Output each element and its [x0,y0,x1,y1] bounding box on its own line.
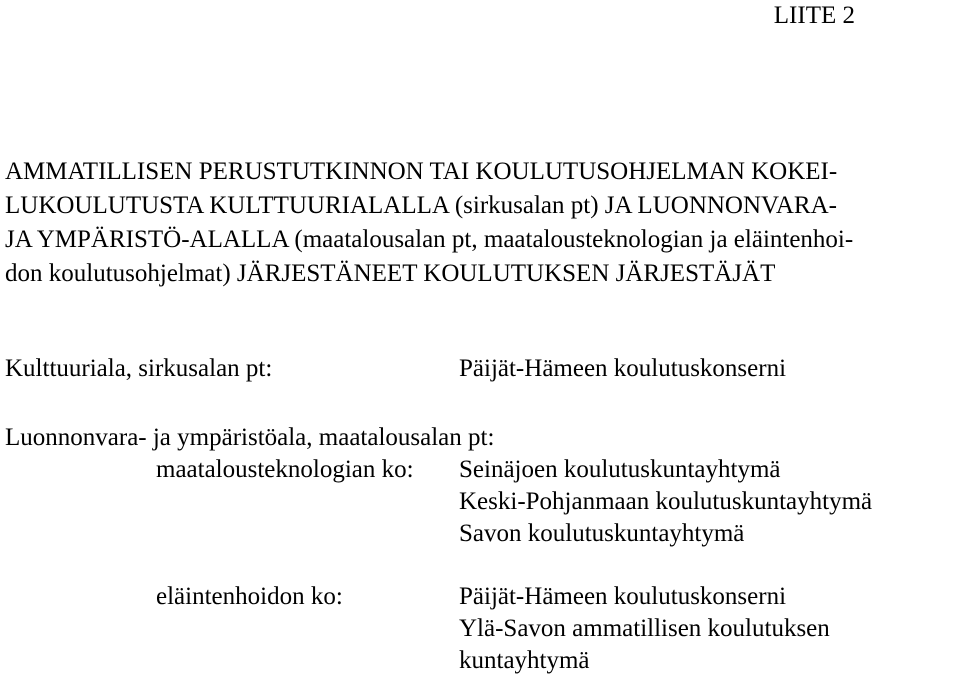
technology-organizer-2: Keski-Pohjanmaan koulutuskuntayhtymä [459,488,873,515]
title-line-4: don koulutusohjelmat) JÄRJESTÄNEET KOULUTUKSEN JÄRJESTÄJÄT [5,260,776,287]
title-line-1: AMMATILLISEN PERUSTUTKINNON TAI KOULUTUSOHJELMAN KOKEI- [5,158,838,185]
title-line-2: LUKOULUTUSTA KULTTUURIALALLA (sirkusalan pt) JA LUONNONVARA- [5,192,837,219]
animal-care-organizer-1: Päijät-Hämeen koulutuskonserni [459,583,787,610]
title-line-3: JA YMPÄRISTÖ-ALALLA (maatalousalan pt, maatalousteknologian ja eläintenhoi- [5,226,854,253]
culture-organizer: Päijät-Hämeen koulutuskonserni [459,355,787,382]
culture-sector-label: Kulttuuriala, sirkusalan pt: [5,355,273,382]
document-title [5,156,955,292]
animal-care-organizer-2: Ylä-Savon ammatillisen koulutuksen [459,615,830,642]
technology-programme-label: maatalousteknologian ko: [156,456,414,483]
technology-organizer-3: Savon koulutuskuntayhtymä [459,520,745,547]
animal-care-programme-label: eläintenhoidon ko: [156,583,343,610]
nature-sector-label: Luonnonvara- ja ympäristöala, maatalousalan pt: [5,424,495,451]
animal-care-organizer-2-cont: kuntayhtymä [459,647,590,674]
appendix-label: LIITE 2 [773,2,855,29]
technology-organizer-1: Seinäjoen koulutuskuntayhtymä [459,456,781,483]
